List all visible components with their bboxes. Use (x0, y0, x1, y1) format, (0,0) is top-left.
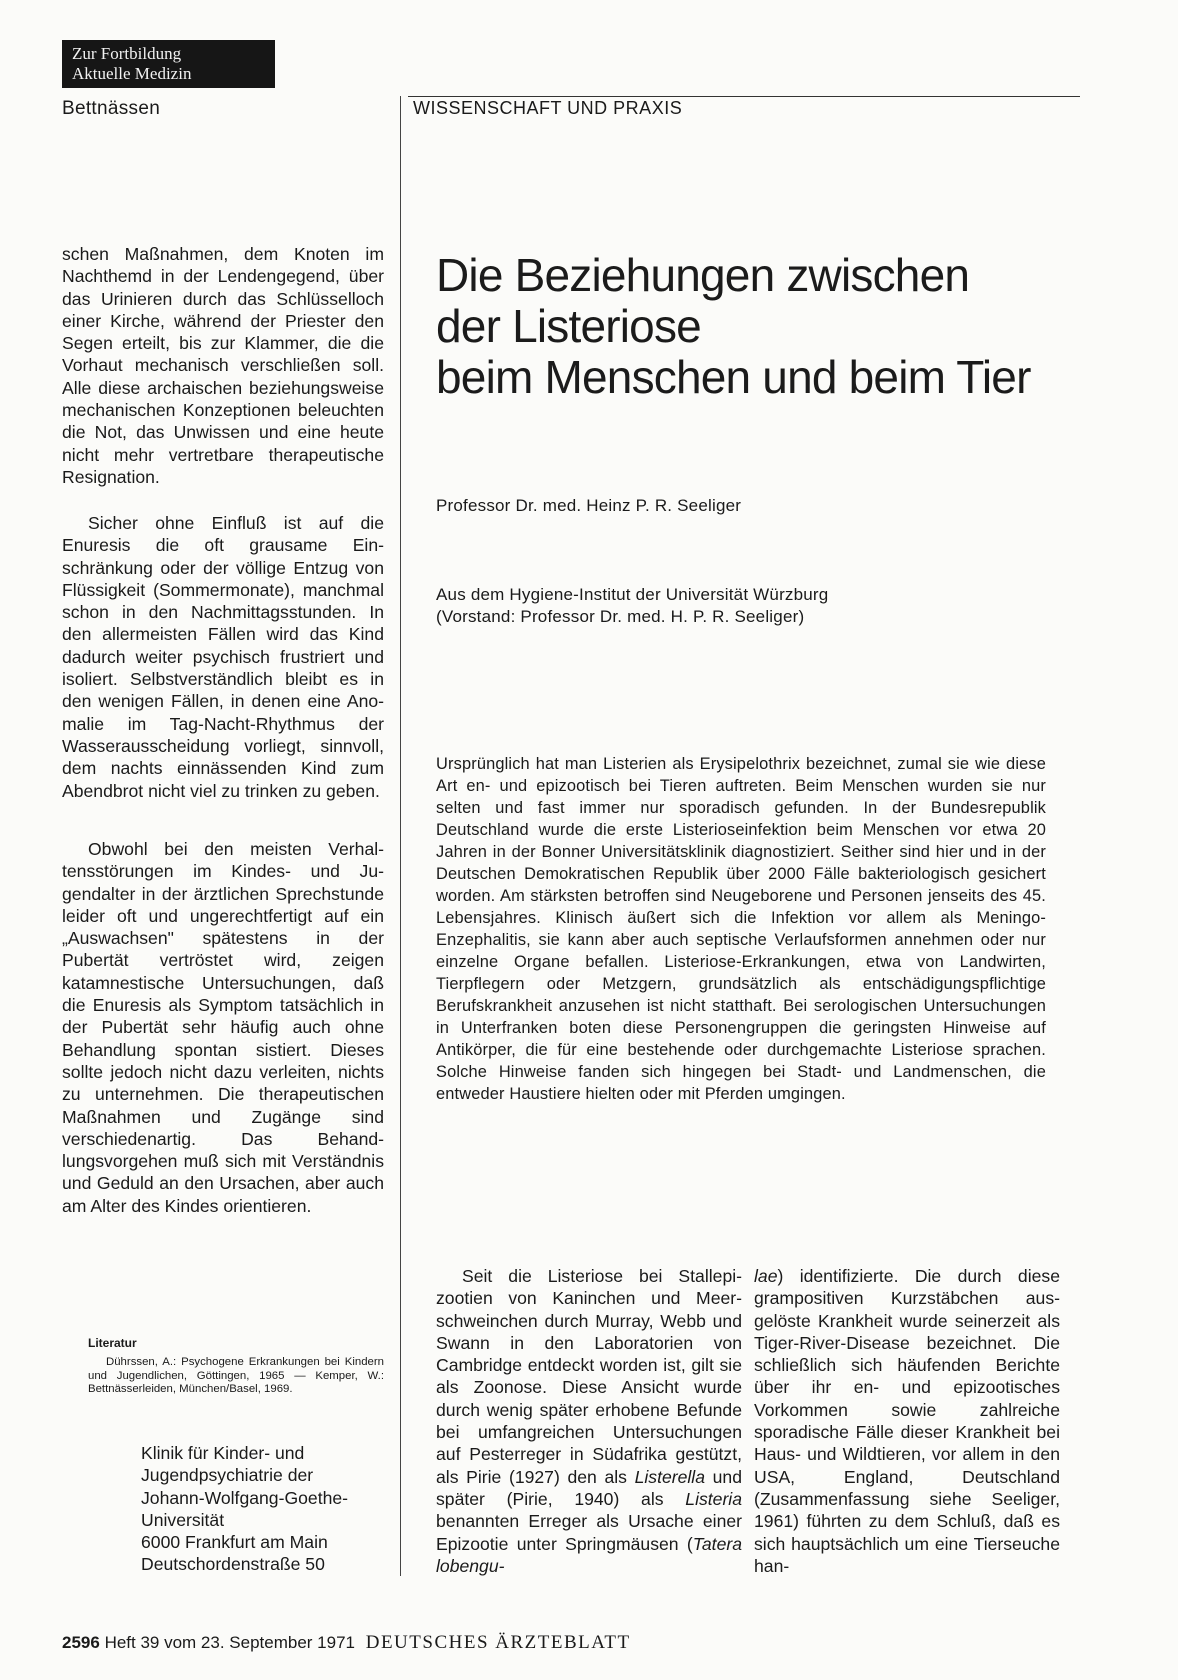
left-text-3: Obwohl bei den meisten Verhaltensstörungen im Kindes- und Jugendalter in der ärztlichen Sprechstunde leider oft und ungerechtfertigt auf ein „Auswachsen" spätestens in der Pubertät vertröstet wird, zeigen katamnestische Untersuchungen, daß die Enuresis als Symptom tatsächlich in der Pubertät sehr häufig auch ohne Behandlung spontan sistiert. Dieses sollte jedoch nicht dazu verleiten, nichts zu unternehmen. Die therapeutischen Maßnahmen und Zugänge sind verschiedenartig. Das Behandlungsvorgehen muß sich mit Verständnis und Geduld an den Ursachen, aber auch am Alter des Kindes orientieren. (62, 839, 384, 1216)
body-italic-term: Tatera lobengu- (436, 1533, 742, 1576)
clinic-line: Deutschordenstraße 50 (141, 1554, 325, 1575)
affiliation-line-2: (Vorstand: Professor Dr. med. H. P. R. Seeliger) (436, 607, 805, 626)
body-italic-term: lae (754, 1266, 778, 1286)
body-text: und später (Pirie, 1940) als (436, 1466, 742, 1509)
literature-references (88, 1356, 384, 1397)
left-text-1: schen Maßnahmen, dem Knoten im Nachthemd in der Lendengegend, über das Urinieren durch das Schlüsselloch einer Kirche, während der Priester den Segen erteilt, bis zur Klammer, die die Vorhaut mechanisch verschließen soll. Alle diese archaischen beziehungsweise mechanischen Konzeptionen beleuchten die Not, das Unwissen und eine heute nicht mehr vertretbare therapeutische Resignation. (62, 244, 384, 487)
body-italic-term: Listeria (685, 1488, 742, 1509)
title-line: Die Beziehungen zwischen (436, 249, 970, 301)
left-paragraph-1 (62, 243, 384, 488)
article-title (436, 250, 1076, 403)
left-text-2: Sicher ohne Einfluß ist auf die Enuresis die oft grausame Einschränkung oder der völlige Entzug von Flüssigkeit (Sommermonate), manchmal schon in den Nachmittagsstunden. In den allermeisten Fällen wird das Kind dadurch weiter psychisch frustriert und isoliert. Selbstverständlich bleibt es in den wenigen Fällen, in denen eine Anomalie im Tag-Nacht-Rhythmus der Wasserausscheidung vorliegt, sinnvoll, dem nachts einnässenden Kind zum Abendbrot nicht viel zu trinken zu geben. (62, 513, 384, 801)
literature-text: Dührssen, A.: Psychogene Erkrankungen bei Kindern und Jugendlichen, Göttingen, 1965 — Kemper, W.: Bettnässerleiden, München/Basel, 1969. (88, 1356, 384, 1395)
clinic-line: Johann-Wolfgang-Goethe- (141, 1487, 349, 1508)
badge-line-2: Aktuelle Medizin (72, 64, 192, 83)
abstract-text: Ursprünglich hat man Listerien als Erysipelothrix bezeichnet, zumal sie wie diese Art en- und epizootisch bei Tieren auftreten. Beim Menschen wurden sie nur selten und fast immer nur sporadisch gefunden. In der Bundesrepublik Deutschland wurde die erste Listerioseinfektion beim Menschen vor etwa 20 Jahren in der Bonner Universitätsklinik diagnostiziert. Seither sind hier und in der Deutschen Demokratischen Republik über 2000 Fälle bakteriologisch gesichert worden. Am stärksten betroffen sind Neugeborene und Personen jenseits des 45. Lebensjahres. Klinisch äußert sich die Infektion vor allem als Meningo-Enzephalitis, sie kann aber auch septische Verlaufsformen annehmen oder nur einzelne Organe befallen. Listeriose-Erkrankungen, etwa von Landwirten, Tierpflegern oder Metzgern, grundsätzlich als entschädigungspflichtige Berufskrankheit anzusehen ist nicht statthaft. Bei serologischen Untersuchungen in Unterfranken boten diese Personengruppen die geringsten Hinweise auf Antikörper, die für eine bestehende oder durchgemachte Listeriose sprachen. Solche Hinweise fanden sich hingegen bei Stadt- und Landmenschen, die entweder Haustiere hielten oder mit Pferden umgingen. (436, 755, 1046, 1103)
series-badge (62, 40, 275, 88)
column-divider (400, 96, 401, 1576)
section-title: WISSENSCHAFT UND PRAXIS (413, 98, 683, 118)
body-italic-term: Listerella (634, 1466, 705, 1487)
body-text: Seit die Listeriose bei Stallepizootien von Kaninchen und Meerschweinchen durch Murray, Webb und Swann in den Laboratorien von Cambridge entdeckt worden ist, gilt sie als Zoonose. Diese Ansicht wurde durch wenig später erhobene Befunde bei umfangreichen Untersuchungen auf Pesterreger in Südafrika gestützt, als Pirie (1927) den als (436, 1266, 742, 1487)
badge-line-1: Zur Fortbildung (72, 44, 182, 63)
journal-name: DEUTSCHES ÄRZTEBLATT (365, 1632, 631, 1653)
clinic-line: Universität (141, 1509, 225, 1530)
literature-heading: Literatur (88, 1336, 137, 1350)
affiliation-line-1: Aus dem Hygiene-Institut der Universität Würzburg (436, 585, 829, 604)
header-rule (408, 96, 1080, 97)
clinic-line: 6000 Frankfurt am Main (141, 1532, 328, 1553)
article-author: Professor Dr. med. Heinz P. R. Seeliger (436, 496, 742, 515)
article-abstract (436, 753, 1046, 1105)
title-line: beim Menschen und beim Tier (436, 351, 1031, 403)
body-text: benannten Erreger als Ursache einer Epizootie unter Springmäusen ( (436, 1511, 742, 1554)
clinic-line: Jugendpsychiatrie der (141, 1465, 314, 1486)
body-text: ) identifizierte. Die durch diese grampositiven Kurzstäbchen ausgelöste Krankheit wurde seinerzeit als Tiger-River-Disease bezeichnet. Die schließlich sich häufenden Berichte über ihr en- und epizootisches Vorkommen sowie zahlreiche sporadische Fälle dieser Krankheit bei Haus- und Wildtieren, vor allem in den USA, England, Deutschland (Zusammenfassung siehe Seeliger, 1961) führten zu dem Schluß, daß es sich hauptsächlich um eine Tierseuche han- (754, 1266, 1060, 1576)
body-column-2 (754, 1265, 1060, 1577)
page-footer (62, 1632, 631, 1654)
left-paragraph-3 (62, 838, 384, 1217)
clinic-address (141, 1442, 348, 1576)
left-paragraph-2 (62, 512, 384, 802)
issue-info: Heft 39 vom 23. September 1971 (104, 1633, 355, 1652)
article-affiliation (436, 584, 828, 628)
page-number: 2596 (62, 1633, 100, 1652)
running-topic: Bettnässen (62, 98, 161, 119)
body-column-1 (436, 1265, 742, 1577)
title-line: der Listeriose (436, 300, 701, 352)
clinic-line: Klinik für Kinder- und (141, 1443, 305, 1463)
